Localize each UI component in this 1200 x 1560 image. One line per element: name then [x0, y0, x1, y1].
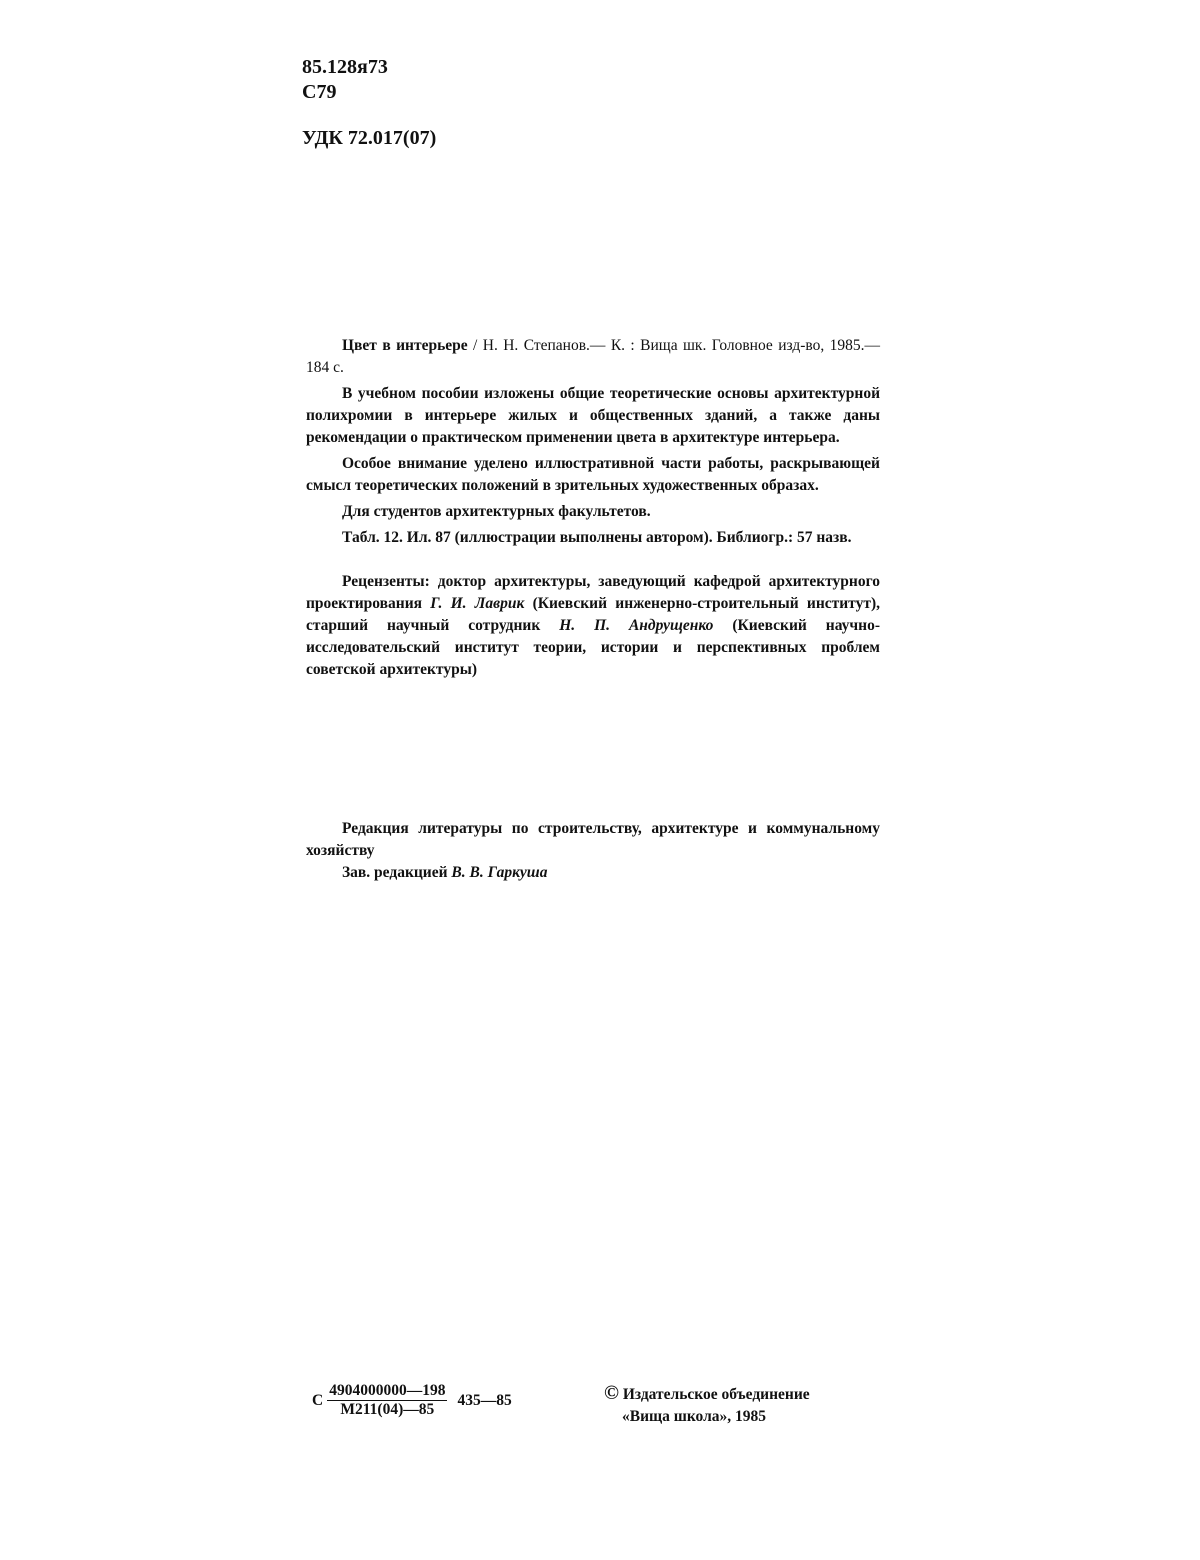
- reviewer-name-2: Н. П. Андрущенко: [559, 617, 714, 634]
- reviewers-text-2: (Киевский инженерно-строительный институт), старший научный сотрудник: [306, 595, 880, 634]
- imprint-numerator: 4904000000—198: [329, 1382, 446, 1399]
- editorial-office: Редакция литературы по строительству, архитектуре и коммунальному хозяйству: [306, 820, 880, 859]
- reviewers-label: Рецензенты:: [342, 573, 430, 590]
- imprint-fraction: [327, 1382, 447, 1419]
- copyright-notice: [604, 1382, 810, 1428]
- reviewers-text-3: (Киевский научно-исследовательский институт теории, истории и перспективных проблем советской архитектуры): [306, 617, 880, 678]
- copyright-publisher: Издательское объединение: [618, 1386, 810, 1403]
- editorial-head: [306, 862, 880, 884]
- reviewer-name-1: Г. И. Лаврик: [430, 595, 525, 612]
- reviewers-text-1: доктор архитектуры, заведующий кафедрой архитектурного проектирования: [306, 573, 880, 612]
- imprint-denominator: М211(04)—85: [340, 1401, 435, 1418]
- imprint-order: 435—85: [457, 1391, 512, 1409]
- bibliographic-details: / Н. Н. Степанов.— К. : Вища шк. Головное изд-во, 1985.— 184 с.: [306, 337, 880, 376]
- udk-code: УДК 72.017(07): [302, 127, 437, 149]
- copyright-icon: ©: [604, 1382, 619, 1404]
- copyright-year: «Вища школа», 1985: [622, 1408, 767, 1425]
- bbk-code: 85.128я73: [302, 56, 388, 78]
- abstract-paragraph-4: Табл. 12. Ил. 87 (иллюстрации выполнены автором). Библиогр.: 57 назв.: [342, 529, 852, 546]
- author-sign: С79: [302, 81, 337, 103]
- editorial-block: [306, 818, 880, 884]
- annotation-block: [306, 335, 880, 685]
- bibliographic-record: [306, 335, 880, 379]
- abstract-paragraph-1: В учебном пособии изложены общие теоретические основы архитектурной полихромии в интерьере жилых и общественных зданий, а также даны рекомендации о практическом применении цвета в архитектуре интерьера.: [306, 385, 880, 446]
- editorial-head-label: Зав. редакцией: [342, 864, 452, 881]
- editorial-head-name: В. В. Гаркуша: [451, 864, 548, 881]
- imprint-code: [312, 1382, 512, 1419]
- reviewers-paragraph: [306, 571, 880, 681]
- abstract-paragraph-3: Для студентов архитектурных факультетов.: [342, 503, 651, 520]
- imprint-letter: С: [312, 1391, 324, 1409]
- classification-code: [302, 55, 388, 105]
- book-title: Цвет в интерьере: [342, 337, 468, 354]
- abstract-paragraph-2: Особое внимание уделено иллюстративной части работы, раскрывающей смысл теоретических положений в зрительных художественных образах.: [306, 455, 880, 494]
